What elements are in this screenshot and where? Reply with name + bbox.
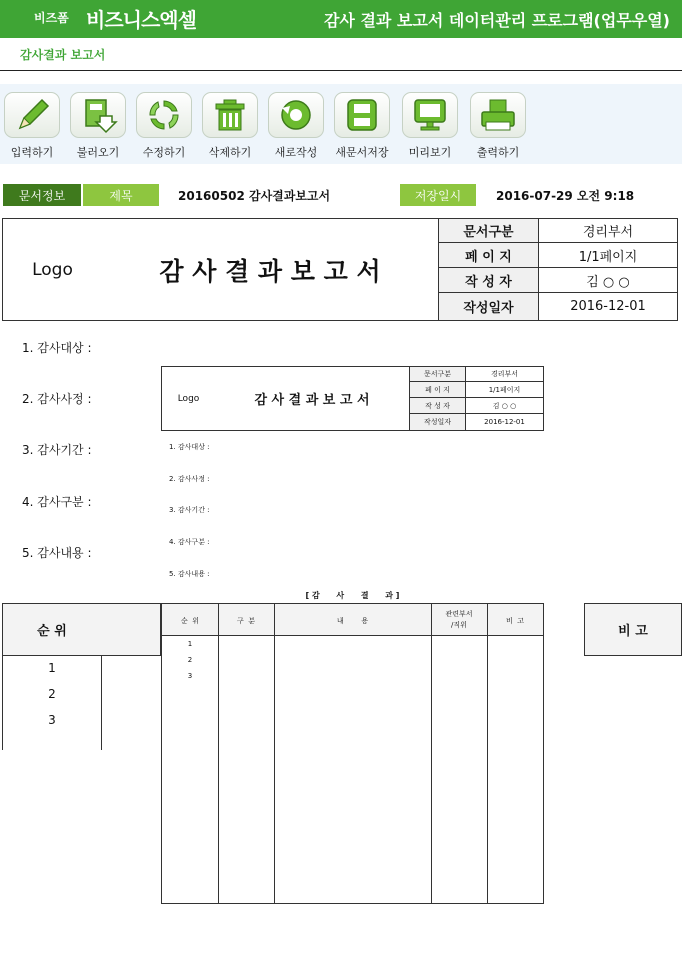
th-dept: 관련부서 /직위 xyxy=(445,610,473,629)
printer-icon xyxy=(470,92,526,138)
th-note: 비 고 xyxy=(506,617,524,625)
preview-meta-label: 페 이 지 xyxy=(409,381,466,398)
monitor-icon xyxy=(402,92,458,138)
preview-label: 미리보기 xyxy=(408,146,452,159)
toolbar xyxy=(0,84,682,164)
meta-label: 작 성 자 xyxy=(438,267,539,293)
preview-field: 4. 감사구분 : xyxy=(169,538,210,546)
result-table xyxy=(161,603,544,904)
preview-field: 5. 감사내용 : xyxy=(169,570,210,578)
preview-meta-label: 작 성 자 xyxy=(409,397,466,414)
print-preview xyxy=(161,366,544,904)
rank-cell: 1 xyxy=(48,661,56,675)
app-title: 감사 결과 보고서 데이터관리 프로그램(업무우열) xyxy=(323,11,670,30)
refresh-icon xyxy=(136,92,192,138)
save-time-value: 2016-07-29 오전 9:18 xyxy=(496,189,635,203)
rank-cell: 3 xyxy=(48,713,56,727)
save-new-label: 새문서저장 xyxy=(335,146,389,159)
preview-button[interactable] xyxy=(400,92,460,160)
doc-title: 감 사 결 과 보 고 서 xyxy=(102,218,439,321)
col-divider xyxy=(487,604,488,903)
meta-value: 1/1페이지 xyxy=(538,242,678,268)
delete-label: 삭제하기 xyxy=(208,146,252,159)
result-title: [ 감 사 결 과 ] xyxy=(305,591,400,600)
field-label: 1. 감사대상 : xyxy=(22,341,92,355)
save-icon xyxy=(334,92,390,138)
page-subtitle: 감사결과 보고서 xyxy=(20,48,106,62)
header-cell xyxy=(101,603,161,656)
th-rank: 순 위 xyxy=(181,617,199,625)
preview-meta-value: 김 ○ ○ xyxy=(465,397,544,414)
pencil-icon xyxy=(4,92,60,138)
brand-small: 비즈폼 xyxy=(34,11,69,25)
new-label: 새로작성 xyxy=(274,146,318,159)
print-label: 출력하기 xyxy=(476,146,520,159)
meta-label: 작성일자 xyxy=(438,292,539,321)
load-icon xyxy=(70,92,126,138)
preview-field: 3. 감사기간 : xyxy=(169,506,210,514)
meta-value: 2016-12-01 xyxy=(538,292,678,321)
field-label: 3. 감사기간 : xyxy=(22,443,92,457)
row-rank: 3 xyxy=(187,672,193,680)
edit-label: 수정하기 xyxy=(142,146,186,159)
divider xyxy=(0,70,682,71)
preview-field: 2. 감사사정 : xyxy=(169,475,210,483)
brand-name: 비즈니스엑셀 xyxy=(86,8,196,32)
doc-title-value: 20160502 감사결과보고서 xyxy=(178,189,331,203)
new-button[interactable] xyxy=(266,92,326,160)
th-category: 구 분 xyxy=(237,617,255,625)
row-rank: 2 xyxy=(187,656,193,664)
load-button[interactable] xyxy=(68,92,128,160)
preview-meta-value: 2016-12-01 xyxy=(465,413,544,431)
row-rank: 1 xyxy=(187,640,193,648)
title-bar xyxy=(0,0,682,38)
note-header: 비 고 xyxy=(584,603,682,656)
rank-cell: 2 xyxy=(48,687,56,701)
field-label: 2. 감사사정 : xyxy=(22,392,92,406)
preview-field: 1. 감사대상 : xyxy=(169,443,210,451)
preview-meta-value: 경리부서 xyxy=(465,366,544,382)
col-divider xyxy=(431,604,432,903)
input-label: 입력하기 xyxy=(10,146,54,159)
tab-save-time[interactable]: 저장일시 xyxy=(400,184,476,206)
meta-label: 문서구분 xyxy=(438,218,539,243)
preview-meta-label: 작성일자 xyxy=(409,413,466,431)
trash-icon xyxy=(202,92,258,138)
col-divider xyxy=(218,604,219,903)
print-button[interactable] xyxy=(468,92,528,160)
meta-value: 김 ○ ○ xyxy=(538,267,678,293)
field-label: 4. 감사구분 : xyxy=(22,495,92,509)
preview-title: 감 사 결 과 보 고 서 xyxy=(215,366,410,431)
input-button[interactable] xyxy=(2,92,62,160)
tab-title[interactable]: 제목 xyxy=(83,184,159,206)
tab-doc-info[interactable]: 문서정보 xyxy=(3,184,81,206)
rank-header: 순 위 xyxy=(2,603,102,656)
edit-button[interactable] xyxy=(134,92,194,160)
preview-meta-value: 1/1페이지 xyxy=(465,381,544,398)
col-divider xyxy=(274,604,275,903)
preview-meta-label: 문서구분 xyxy=(409,366,466,382)
field-label: 5. 감사내용 : xyxy=(22,546,92,560)
rank-column xyxy=(2,655,102,750)
load-label: 불러오기 xyxy=(76,146,120,159)
logo-cell: Logo xyxy=(2,218,103,321)
th-content: 내 용 xyxy=(336,617,369,625)
meta-value: 경리부서 xyxy=(538,218,678,243)
new-icon xyxy=(268,92,324,138)
meta-label: 페 이 지 xyxy=(438,242,539,268)
delete-button[interactable] xyxy=(200,92,260,160)
preview-logo: Logo xyxy=(161,366,216,431)
save-new-button[interactable] xyxy=(332,92,392,160)
